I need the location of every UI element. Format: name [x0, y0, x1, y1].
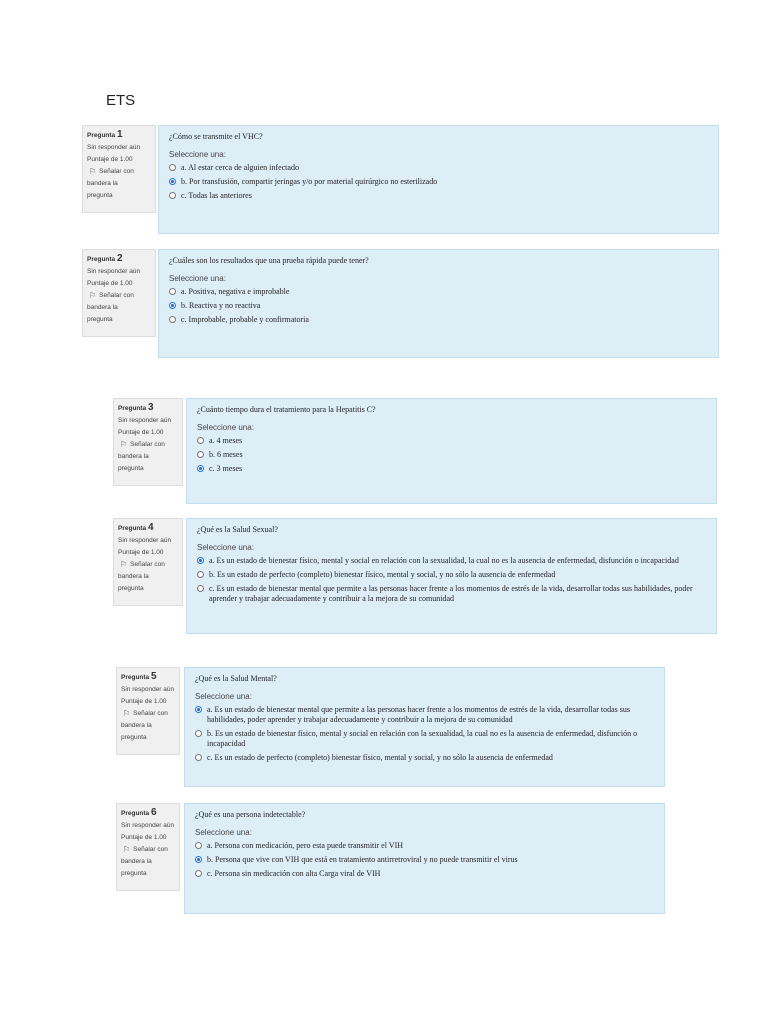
question-label: Pregunta — [121, 810, 150, 817]
question-text: ¿Qué es la Salud Mental? — [195, 674, 277, 683]
question-number-label — [118, 402, 178, 415]
answer-option[interactable] — [195, 729, 654, 749]
question-label: Pregunta — [87, 256, 116, 263]
question-text: ¿Cuáles son los resultados que una prueba rápida puede tener? — [169, 256, 369, 265]
flag-label-line2: bandera la — [118, 573, 149, 580]
answer-text: c. Es un estado de bienestar mental que permite a las personas hacer frente a los momentos de estrés de la vida, desarrollar todas sus habilidades, poder aprender y trabajar adecuadamente y contribuir a la mejora de su comunidad — [209, 584, 693, 603]
answer-option[interactable] — [197, 556, 706, 566]
question-number-label — [121, 807, 175, 820]
answer-option[interactable] — [197, 584, 706, 604]
answer-option[interactable] — [169, 177, 708, 187]
question-info-panel — [113, 398, 183, 486]
answer-option[interactable] — [195, 855, 654, 865]
question-label: Pregunta — [118, 525, 147, 532]
answer-option[interactable] — [195, 841, 654, 851]
flag-label-line2: bandera la — [121, 722, 152, 729]
flag-label: Señalar con — [133, 710, 168, 717]
radio-button[interactable] — [169, 164, 176, 171]
question-label: Pregunta — [121, 674, 150, 681]
question-number: 5 — [150, 671, 157, 682]
question-text: ¿Cómo se transmite el VHC? — [169, 132, 263, 141]
flag-label-line3: pregunta — [121, 870, 147, 877]
answer-text: a. 4 meses — [209, 436, 243, 445]
flag-question-link[interactable] — [121, 844, 175, 856]
answer-text: a. Persona con medicación, pero esta puede transmitir el VIH — [207, 841, 404, 850]
question-grade: Puntaje de 1.00 — [87, 280, 133, 287]
flag-icon: ⚐ — [89, 291, 97, 300]
question-number: 4 — [147, 522, 154, 533]
flag-label: Señalar con — [99, 292, 134, 299]
question-content — [186, 398, 717, 504]
answer-text: b. Es un estado de perfecto (completo) bienestar físico, mental y social, y no sólo la ausencia de enfermedad — [209, 570, 556, 579]
flag-label-line2: bandera la — [87, 180, 118, 187]
answer-option[interactable] — [197, 436, 706, 446]
radio-button[interactable] — [169, 288, 176, 295]
answer-option[interactable] — [197, 464, 706, 474]
answer-text: c. Persona sin medicación con alta Carga viral de VIH — [207, 869, 381, 878]
question-info-panel — [113, 518, 183, 606]
answer-text: b. Persona que vive con VIH que está en tratamiento antirretroviral y no puede transmitir el virus — [207, 855, 518, 864]
answer-option[interactable] — [169, 315, 708, 325]
radio-button[interactable] — [197, 437, 204, 444]
question-info-panel — [82, 249, 156, 337]
answer-text: b. Reactiva y no reactiva — [181, 301, 261, 310]
answer-text: c. Todas las anteriores — [181, 191, 252, 200]
radio-button[interactable] — [195, 754, 202, 761]
answer-option[interactable] — [169, 163, 708, 173]
flag-icon: ⚐ — [123, 845, 131, 854]
radio-button[interactable] — [195, 856, 202, 863]
answer-option[interactable] — [169, 287, 708, 297]
question-status: Sin responder aún — [87, 268, 141, 275]
answer-text: c. Improbable, probable y confirmatoria — [181, 315, 309, 324]
question-content — [184, 667, 665, 787]
radio-button[interactable] — [195, 730, 202, 737]
flag-question-link[interactable] — [118, 439, 178, 451]
question-status: Sin responder aún — [118, 537, 172, 544]
flag-label-line3: pregunta — [87, 192, 113, 199]
question-number-label — [87, 129, 151, 142]
answer-prompt: Seleccione una: — [195, 828, 252, 837]
answer-prompt: Seleccione una: — [169, 150, 226, 159]
question-info-panel — [116, 803, 180, 891]
radio-button[interactable] — [195, 706, 202, 713]
flag-label-line2: bandera la — [118, 453, 149, 460]
answer-text: c. Es un estado de perfecto (completo) bienestar físico, mental y social, y no sólo la ausencia de enfermedad — [207, 753, 553, 762]
question-content — [158, 249, 719, 358]
flag-label-line3: pregunta — [118, 465, 144, 472]
question-status: Sin responder aún — [118, 417, 172, 424]
answer-text: a. Es un estado de bienestar mental que permite a las personas hacer frente a los momentos de estrés de la vida, desarrollar todas sus habilidades, poder aprender y trabajar adecuadamente y contribuir a la mejora de su comunidad — [207, 705, 630, 724]
question-text: ¿Cuánto tiempo dura el tratamiento para la Hepatitis C? — [197, 405, 376, 414]
answer-option[interactable] — [195, 869, 654, 879]
answer-text: c. 3 meses — [209, 464, 243, 473]
question-grade: Puntaje de 1.00 — [118, 549, 164, 556]
question-number: 6 — [150, 807, 157, 818]
answer-option[interactable] — [169, 191, 708, 201]
flag-question-link[interactable] — [87, 166, 151, 178]
flag-label: Señalar con — [133, 846, 168, 853]
flag-label: Señalar con — [99, 168, 134, 175]
question-grade: Puntaje de 1.00 — [87, 156, 133, 163]
answer-text: b. Es un estado de bienestar físico, mental y social en relación con la sexualidad, la cual no es la ausencia de enfermedad, disfunción o incapacidad — [207, 729, 638, 748]
answer-option[interactable] — [195, 705, 654, 725]
answer-text: b. 6 meses — [209, 450, 243, 459]
radio-button[interactable] — [169, 302, 176, 309]
flag-label-line3: pregunta — [121, 734, 147, 741]
page-title: ETS — [106, 92, 136, 109]
answer-option[interactable] — [197, 570, 706, 580]
radio-button[interactable] — [197, 557, 204, 564]
answer-text: a. Positiva, negativa e improbable — [181, 287, 290, 296]
flag-label: Señalar con — [130, 561, 165, 568]
question-content — [186, 518, 717, 634]
answer-prompt: Seleccione una: — [169, 274, 226, 283]
radio-button[interactable] — [195, 842, 202, 849]
flag-question-link[interactable] — [118, 559, 178, 571]
flag-label-line2: bandera la — [121, 858, 152, 865]
answer-option[interactable] — [197, 450, 706, 460]
flag-question-link[interactable] — [87, 290, 151, 302]
question-content — [184, 803, 665, 914]
radio-button[interactable] — [197, 571, 204, 578]
question-status: Sin responder aún — [121, 686, 175, 693]
question-number-label — [87, 253, 151, 266]
question-text: ¿Qué es una persona indetectable? — [195, 810, 306, 819]
question-grade: Puntaje de 1.00 — [121, 834, 167, 841]
answer-prompt: Seleccione una: — [195, 692, 252, 701]
question-info-panel — [82, 125, 156, 213]
question-info-panel — [116, 667, 180, 755]
radio-button[interactable] — [197, 465, 204, 472]
answer-text: a. Al estar cerca de alguien infectado — [181, 163, 299, 172]
question-number: 1 — [116, 129, 123, 140]
answer-text: b. Por transfusión, compartir jeringas y/o por material quirúrgico no esterilizado — [181, 177, 438, 186]
question-number: 3 — [147, 402, 154, 413]
answer-option[interactable] — [195, 753, 654, 763]
question-number: 2 — [116, 253, 123, 264]
radio-button[interactable] — [195, 870, 202, 877]
flag-label-line3: pregunta — [118, 585, 144, 592]
question-label: Pregunta — [118, 405, 147, 412]
question-label: Pregunta — [87, 132, 116, 139]
flag-icon: ⚐ — [120, 440, 128, 449]
flag-icon: ⚐ — [89, 167, 97, 176]
flag-label-line2: bandera la — [87, 304, 118, 311]
radio-button[interactable] — [169, 192, 176, 199]
question-number-label — [121, 671, 175, 684]
flag-question-link[interactable] — [121, 708, 175, 720]
answer-text: a. Es un estado de bienestar físico, mental y social en relación con la sexualidad, la cual no es la ausencia de enfermedad, disfunción o incapacidad — [209, 556, 679, 565]
answer-prompt: Seleccione una: — [197, 423, 254, 432]
answer-prompt: Seleccione una: — [197, 543, 254, 552]
question-grade: Puntaje de 1.00 — [118, 429, 164, 436]
question-number-label — [118, 522, 178, 535]
question-status: Sin responder aún — [87, 144, 141, 151]
radio-button[interactable] — [169, 316, 176, 323]
question-content — [158, 125, 719, 234]
radio-button[interactable] — [197, 451, 204, 458]
question-status: Sin responder aún — [121, 822, 175, 829]
radio-button[interactable] — [197, 585, 204, 592]
flag-label: Señalar con — [130, 441, 165, 448]
radio-button[interactable] — [169, 178, 176, 185]
answer-option[interactable] — [169, 301, 708, 311]
flag-icon: ⚐ — [120, 560, 128, 569]
question-text: ¿Qué es la Salud Sexual? — [197, 525, 278, 534]
question-grade: Puntaje de 1.00 — [121, 698, 167, 705]
flag-icon: ⚐ — [123, 709, 131, 718]
flag-label-line3: pregunta — [87, 316, 113, 323]
